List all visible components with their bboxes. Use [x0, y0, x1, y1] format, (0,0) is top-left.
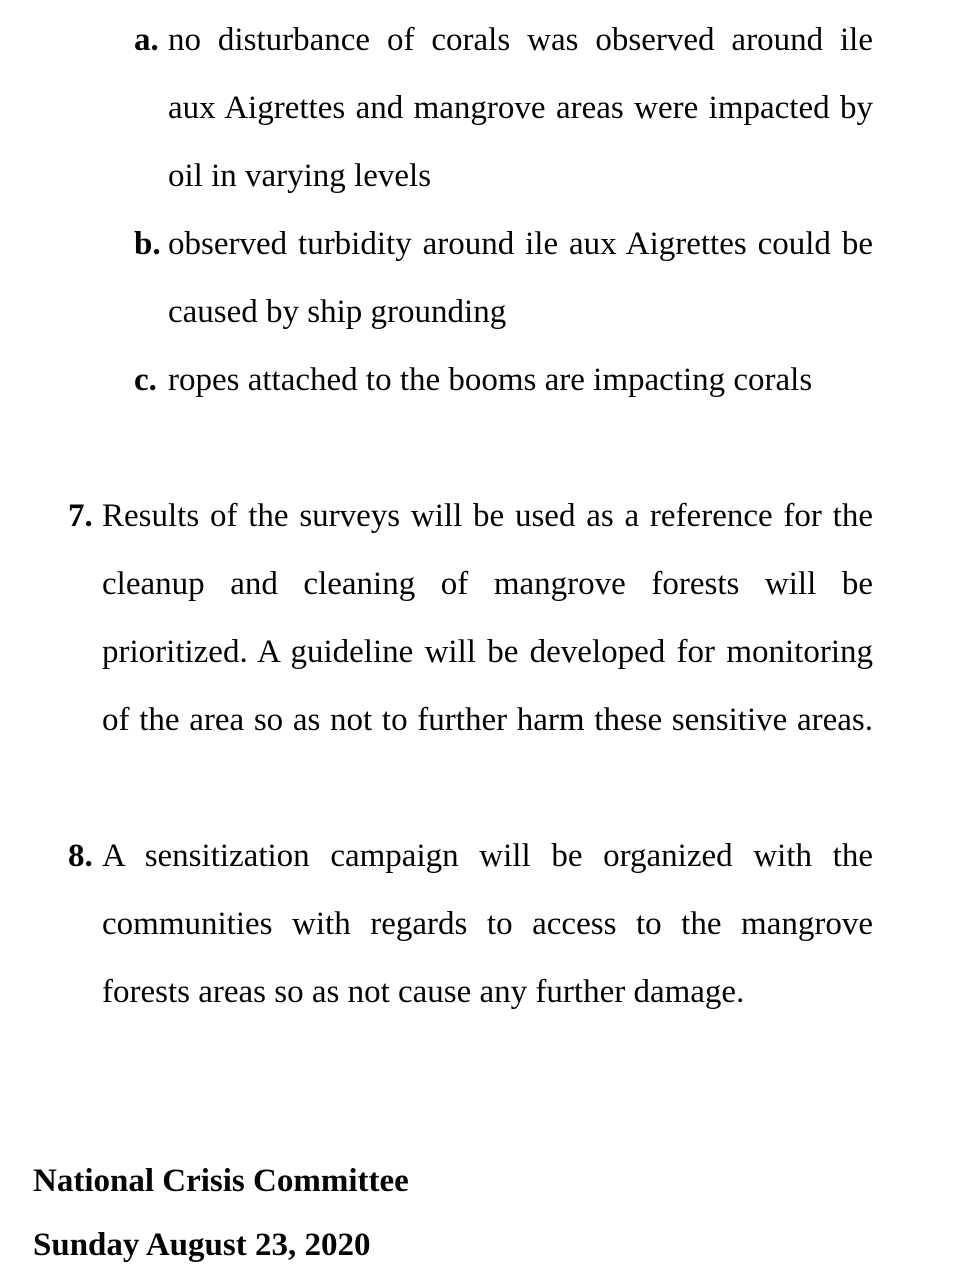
- list-item-c-text: [168, 346, 873, 414]
- list-item-b-marker: b.: [134, 226, 161, 262]
- document-date: Sunday August 23, 2020: [33, 1227, 371, 1263]
- text-line: aux Aigrettes and mangrove areas were impacted by: [168, 90, 873, 126]
- text-line: no disturbance of corals was observed around ile: [168, 22, 873, 58]
- text-line: cleanup and cleaning of mangrove forests will be: [102, 566, 873, 602]
- text-line: ropes attached to the booms are impacting corals: [168, 362, 813, 398]
- list-item-c-marker: c.: [134, 362, 157, 398]
- list-item-a-text: [168, 6, 873, 210]
- text-line: observed turbidity around ile aux Aigrettes could be: [168, 226, 873, 262]
- list-item-7: [0, 482, 960, 754]
- text-line: communities with regards to access to the mangrove: [102, 906, 873, 942]
- list-item-7-marker: 7.: [68, 498, 93, 534]
- paragraph-gap: [0, 754, 960, 822]
- paragraph-gap: [0, 414, 960, 482]
- text-line: of the area so as not to further harm these sensitive areas.: [102, 702, 873, 738]
- text-line: prioritized. A guideline will be developed for monitoring: [102, 634, 873, 670]
- document-footer: [33, 1149, 409, 1277]
- list-item-8-marker: 8.: [68, 838, 93, 874]
- text-line: oil in varying levels: [168, 158, 432, 194]
- text-line: Results of the surveys will be used as a reference for the: [102, 498, 873, 534]
- list-item-b: [0, 210, 960, 346]
- list-item-b-text: [168, 210, 873, 346]
- text-line: A sensitization campaign will be organized with the: [102, 838, 873, 874]
- list-item-a-marker: a.: [134, 22, 159, 58]
- text-line: forests areas so as not cause any further damage.: [102, 974, 745, 1010]
- list-item-c: [0, 346, 960, 414]
- committee-name: National Crisis Committee: [33, 1163, 409, 1199]
- list-item-a: [0, 6, 960, 210]
- list-item-8: [0, 822, 960, 1026]
- list-item-8-text: [102, 822, 873, 1026]
- list-item-7-text: [102, 482, 873, 754]
- text-line: caused by ship grounding: [168, 294, 507, 330]
